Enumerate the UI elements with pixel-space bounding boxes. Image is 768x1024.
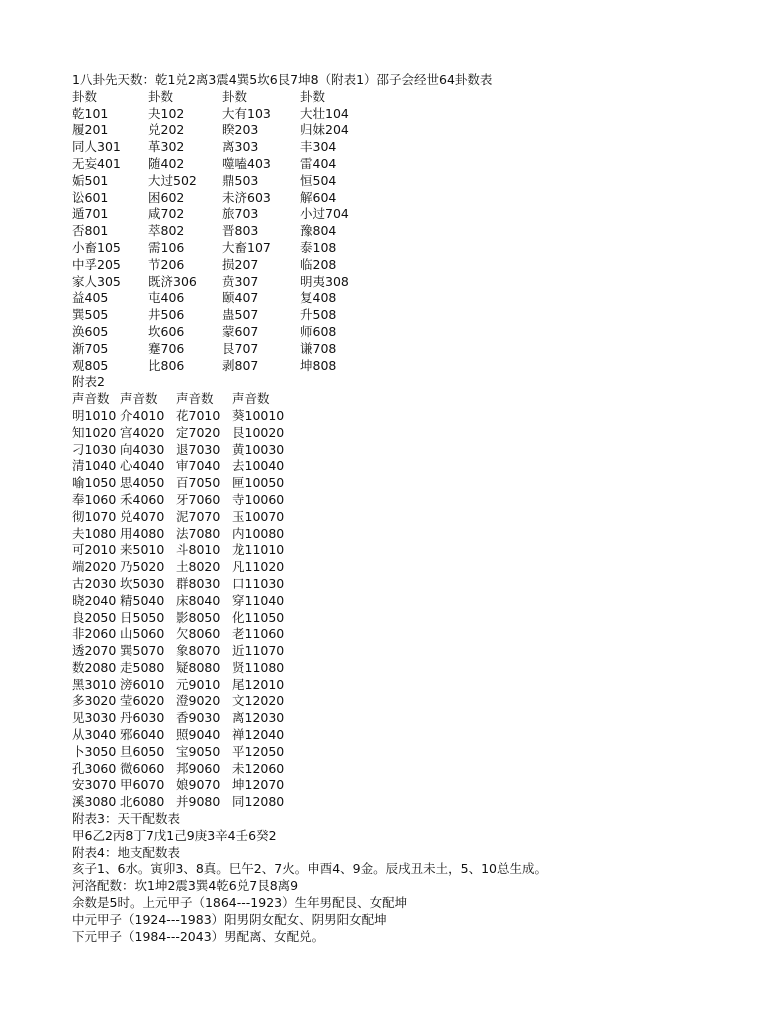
table-cell: 明夷308 <box>300 273 349 289</box>
table-cell: 丹6030 <box>120 710 165 726</box>
table-cell: 花7010 <box>176 407 221 423</box>
table1-row <box>72 190 712 207</box>
table1-row <box>72 122 712 139</box>
table-cell: 睽203 <box>222 122 259 138</box>
table2-row <box>72 526 712 543</box>
table-cell: 禾4060 <box>120 491 165 507</box>
table-cell: 巽5070 <box>120 643 165 659</box>
table2-row <box>72 509 712 526</box>
table1-row <box>72 274 712 291</box>
table1-header-cell: 卦数 <box>148 88 174 104</box>
table2-row <box>72 744 712 761</box>
table-cell: 旅703 <box>222 206 259 222</box>
note-line: 甲6乙2丙8丁7戊1己9庚3辛4壬6癸2 <box>72 827 277 843</box>
table-cell: 升508 <box>300 307 337 323</box>
table1-row <box>72 106 712 123</box>
table-cell: 见3030 <box>72 710 117 726</box>
table-cell: 噬嗑403 <box>222 155 271 171</box>
table-cell: 渐705 <box>72 340 109 356</box>
appendix-notes <box>72 811 712 945</box>
table-cell: 临208 <box>300 256 337 272</box>
table-cell: 邪6040 <box>120 727 165 743</box>
table2-row <box>72 408 712 425</box>
table-cell: 履201 <box>72 122 109 138</box>
table2-row <box>72 626 712 643</box>
table-cell: 刁1030 <box>72 441 117 457</box>
table1-row <box>72 290 712 307</box>
table-cell: 小畜105 <box>72 239 121 255</box>
table-cell: 贲307 <box>222 273 259 289</box>
table-cell: 象8070 <box>176 643 221 659</box>
table2-row <box>72 710 712 727</box>
table2-header-cell: 声音数 <box>120 391 158 407</box>
table2-body <box>72 408 712 811</box>
table-cell: 群8030 <box>176 575 221 591</box>
table1-header-row <box>72 89 712 106</box>
table-cell: 牙7060 <box>176 491 221 507</box>
table-cell: 既济306 <box>148 273 197 289</box>
table-cell: 近11070 <box>232 643 285 659</box>
table-cell: 师608 <box>300 323 337 339</box>
table-cell: 邦9060 <box>176 760 221 776</box>
table-cell: 晋803 <box>222 223 259 239</box>
table-cell: 同12080 <box>232 794 285 810</box>
table-cell: 困602 <box>148 189 185 205</box>
table2-row <box>72 777 712 794</box>
table-cell: 巽505 <box>72 307 109 323</box>
table-cell: 化11050 <box>232 609 285 625</box>
table-cell: 葵10010 <box>232 407 285 423</box>
table-cell: 宝9050 <box>176 743 221 759</box>
table-cell: 大有103 <box>222 105 271 121</box>
table-cell: 甲6070 <box>120 777 165 793</box>
table-cell: 乃5020 <box>120 559 165 575</box>
table-cell: 影8050 <box>176 609 221 625</box>
table-cell: 泰108 <box>300 239 337 255</box>
table-cell: 剥807 <box>222 357 259 373</box>
table-cell: 屯406 <box>148 290 185 306</box>
table-cell: 清1040 <box>72 458 117 474</box>
table-cell: 大壮104 <box>300 105 349 121</box>
table-cell: 兑202 <box>148 122 185 138</box>
note-line: 附表4：地支配数表 <box>72 844 180 860</box>
table-cell: 古2030 <box>72 575 117 591</box>
table-cell: 法7080 <box>176 525 221 541</box>
table1-header-cell: 卦数 <box>300 88 326 104</box>
table-cell: 坎5030 <box>120 575 165 591</box>
table2-row <box>72 559 712 576</box>
table-cell: 滂6010 <box>120 676 165 692</box>
table2-row <box>72 693 712 710</box>
table-cell: 未济603 <box>222 189 271 205</box>
table-cell: 未12060 <box>232 760 285 776</box>
table-cell: 恒504 <box>300 172 337 188</box>
table-cell: 龙11010 <box>232 542 285 558</box>
table-cell: 穿11040 <box>232 592 285 608</box>
table-cell: 观805 <box>72 357 109 373</box>
table-cell: 透2070 <box>72 643 117 659</box>
table-cell: 安3070 <box>72 777 117 793</box>
table-cell: 口11030 <box>232 575 285 591</box>
table-cell: 元9010 <box>176 676 221 692</box>
table-cell: 内10080 <box>232 525 285 541</box>
table-cell: 非2060 <box>72 626 117 642</box>
table-cell: 黑3010 <box>72 676 117 692</box>
table-cell: 斗8010 <box>176 542 221 558</box>
table-cell: 谦708 <box>300 340 337 356</box>
table-cell: 遁701 <box>72 206 109 222</box>
table-cell: 晓2040 <box>72 592 117 608</box>
table-cell: 无妄401 <box>72 155 121 171</box>
table-cell: 凡11020 <box>232 559 285 575</box>
table2-row <box>72 475 712 492</box>
table-cell: 豫804 <box>300 223 337 239</box>
table-cell: 艮10020 <box>232 424 285 440</box>
note-line: 中元甲子（1924---1983）阳男阴女配女、阴男阳女配坤 <box>72 911 387 927</box>
table-cell: 离12030 <box>232 710 285 726</box>
table-cell: 丰304 <box>300 139 337 155</box>
table-cell: 鼎503 <box>222 172 259 188</box>
appendix2-title: 附表2 <box>72 374 105 390</box>
table-cell: 比806 <box>148 357 185 373</box>
table-cell: 同人301 <box>72 139 121 155</box>
table-cell: 端2020 <box>72 559 117 575</box>
table-cell: 数2080 <box>72 659 117 675</box>
table-cell: 归妹204 <box>300 122 349 138</box>
table1-body <box>72 106 712 375</box>
table-cell: 离303 <box>222 139 259 155</box>
note-line: 附表3：天干配数表 <box>72 811 180 827</box>
table-cell: 彻1070 <box>72 508 117 524</box>
table-cell: 卜3050 <box>72 743 117 759</box>
table1-row <box>72 358 712 375</box>
table1-header-cell: 卦数 <box>72 88 98 104</box>
table-cell: 雷404 <box>300 155 337 171</box>
table-cell: 萃802 <box>148 223 185 239</box>
table-cell: 微6060 <box>120 760 165 776</box>
table-cell: 思4050 <box>120 475 165 491</box>
table-cell: 欠8060 <box>176 626 221 642</box>
table-cell: 禅12040 <box>232 727 285 743</box>
sound-number-table <box>72 391 712 811</box>
table-cell: 小过704 <box>300 206 349 222</box>
table-cell: 匣10050 <box>232 475 285 491</box>
table1-header-cell: 卦数 <box>222 88 248 104</box>
table-cell: 介4010 <box>120 407 165 423</box>
table-cell: 寺10060 <box>232 491 285 507</box>
table-cell: 涣605 <box>72 323 109 339</box>
table-cell: 玉10070 <box>232 508 285 524</box>
table-cell: 夫1080 <box>72 525 117 541</box>
table-cell: 大畜107 <box>222 239 271 255</box>
table1-row <box>72 223 712 240</box>
table-cell: 可2010 <box>72 542 117 558</box>
table-cell: 去10040 <box>232 458 285 474</box>
table-cell: 来5010 <box>120 542 165 558</box>
table-cell: 乾101 <box>72 105 109 121</box>
table-cell: 家人305 <box>72 273 121 289</box>
table-cell: 文12020 <box>232 693 285 709</box>
table2-row <box>72 610 712 627</box>
table-cell: 艮707 <box>222 340 259 356</box>
note-line: 亥子1、6水。寅卯3、8真。巳午2、7火。申酉4、9金。辰戌丑未土，5、10总生成。 <box>72 861 547 877</box>
table-cell: 革302 <box>148 139 185 155</box>
table-cell: 溪3080 <box>72 794 117 810</box>
table-cell: 多3020 <box>72 693 117 709</box>
hexagram-number-table <box>72 89 712 375</box>
table-cell: 并9080 <box>176 794 221 810</box>
table2-header-cell: 声音数 <box>72 391 110 407</box>
table-cell: 贤11080 <box>232 659 285 675</box>
table-cell: 尾12010 <box>232 676 285 692</box>
table-cell: 兑4070 <box>120 508 165 524</box>
table2-row <box>72 677 712 694</box>
table-cell: 益405 <box>72 290 109 306</box>
table2-row <box>72 492 712 509</box>
table-cell: 解604 <box>300 189 337 205</box>
note-line: 河洛配数：坎1坤2震3巽4乾6兑7艮8离9 <box>72 878 299 894</box>
table-cell: 日5050 <box>120 609 165 625</box>
table-cell: 蛊507 <box>222 307 259 323</box>
table-cell: 走5080 <box>120 659 165 675</box>
table1-row <box>72 173 712 190</box>
table-cell: 泥7070 <box>176 508 221 524</box>
table-cell: 娘9070 <box>176 777 221 793</box>
table-cell: 节206 <box>148 256 185 272</box>
table-cell: 澄9020 <box>176 693 221 709</box>
table-cell: 床8040 <box>176 592 221 608</box>
table-cell: 疑8080 <box>176 659 221 675</box>
table-cell: 坎606 <box>148 323 185 339</box>
table-cell: 莹6020 <box>120 693 165 709</box>
table-cell: 大过502 <box>148 172 197 188</box>
table2-header-cell: 声音数 <box>176 391 214 407</box>
table-cell: 奉1060 <box>72 491 117 507</box>
table-cell: 宫4020 <box>120 424 165 440</box>
table2-row <box>72 458 712 475</box>
table-cell: 否801 <box>72 223 109 239</box>
table1-row <box>72 341 712 358</box>
table2-row <box>72 660 712 677</box>
table2-row <box>72 794 712 811</box>
table-cell: 北6080 <box>120 794 165 810</box>
table-cell: 老11060 <box>232 626 285 642</box>
table1-row <box>72 307 712 324</box>
table-cell: 退7030 <box>176 441 221 457</box>
table-cell: 审7040 <box>176 458 221 474</box>
table-cell: 精5040 <box>120 592 165 608</box>
note-line: 下元甲子（1984---2043）男配离、女配兑。 <box>72 928 325 944</box>
table-cell: 随402 <box>148 155 185 171</box>
document-page <box>72 72 712 945</box>
table-cell: 定7020 <box>176 424 221 440</box>
table-cell: 夬102 <box>148 105 185 121</box>
table-cell: 蹇706 <box>148 340 185 356</box>
table2-row <box>72 542 712 559</box>
table1-row <box>72 139 712 156</box>
table2-row <box>72 593 712 610</box>
table-cell: 山5060 <box>120 626 165 642</box>
table-cell: 百7050 <box>176 475 221 491</box>
table-cell: 照9040 <box>176 727 221 743</box>
table-cell: 井506 <box>148 307 185 323</box>
table-cell: 明1010 <box>72 407 117 423</box>
table-cell: 颐407 <box>222 290 259 306</box>
table-cell: 中孚205 <box>72 256 121 272</box>
table-cell: 向4030 <box>120 441 165 457</box>
table-cell: 咸702 <box>148 206 185 222</box>
table-cell: 复408 <box>300 290 337 306</box>
table-cell: 从3040 <box>72 727 117 743</box>
table1-row <box>72 257 712 274</box>
table2-row <box>72 425 712 442</box>
table-cell: 用4080 <box>120 525 165 541</box>
table-cell: 土8020 <box>176 559 221 575</box>
table-cell: 香9030 <box>176 710 221 726</box>
table2-header-cell: 声音数 <box>232 391 270 407</box>
table-cell: 需106 <box>148 239 185 255</box>
table2-header-row <box>72 391 712 408</box>
note-line: 余数是5时。上元甲子（1864---1923）生年男配艮、女配坤 <box>72 895 408 911</box>
table-cell: 知1020 <box>72 424 117 440</box>
table2-row <box>72 442 712 459</box>
table-cell: 旦6050 <box>120 743 165 759</box>
table2-row <box>72 643 712 660</box>
table1-row <box>72 324 712 341</box>
table-cell: 讼601 <box>72 189 109 205</box>
table-cell: 黄10030 <box>232 441 285 457</box>
table-cell: 损207 <box>222 256 259 272</box>
table1-row <box>72 156 712 173</box>
table1-row <box>72 240 712 257</box>
table2-row <box>72 727 712 744</box>
table-cell: 心4040 <box>120 458 165 474</box>
table1-row <box>72 206 712 223</box>
table2-row <box>72 576 712 593</box>
table-cell: 喻1050 <box>72 475 117 491</box>
table-cell: 坤808 <box>300 357 337 373</box>
table-cell: 良2050 <box>72 609 117 625</box>
table-cell: 姤501 <box>72 172 109 188</box>
document-title-line: 1八卦先天数：乾1兑2离3震4巽5坎6艮7坤8（附表1）邵子会经世64卦数表 <box>72 72 493 87</box>
table-cell: 孔3060 <box>72 760 117 776</box>
table2-row <box>72 761 712 778</box>
table-cell: 蒙607 <box>222 323 259 339</box>
table-cell: 平12050 <box>232 743 285 759</box>
table-cell: 坤12070 <box>232 777 285 793</box>
